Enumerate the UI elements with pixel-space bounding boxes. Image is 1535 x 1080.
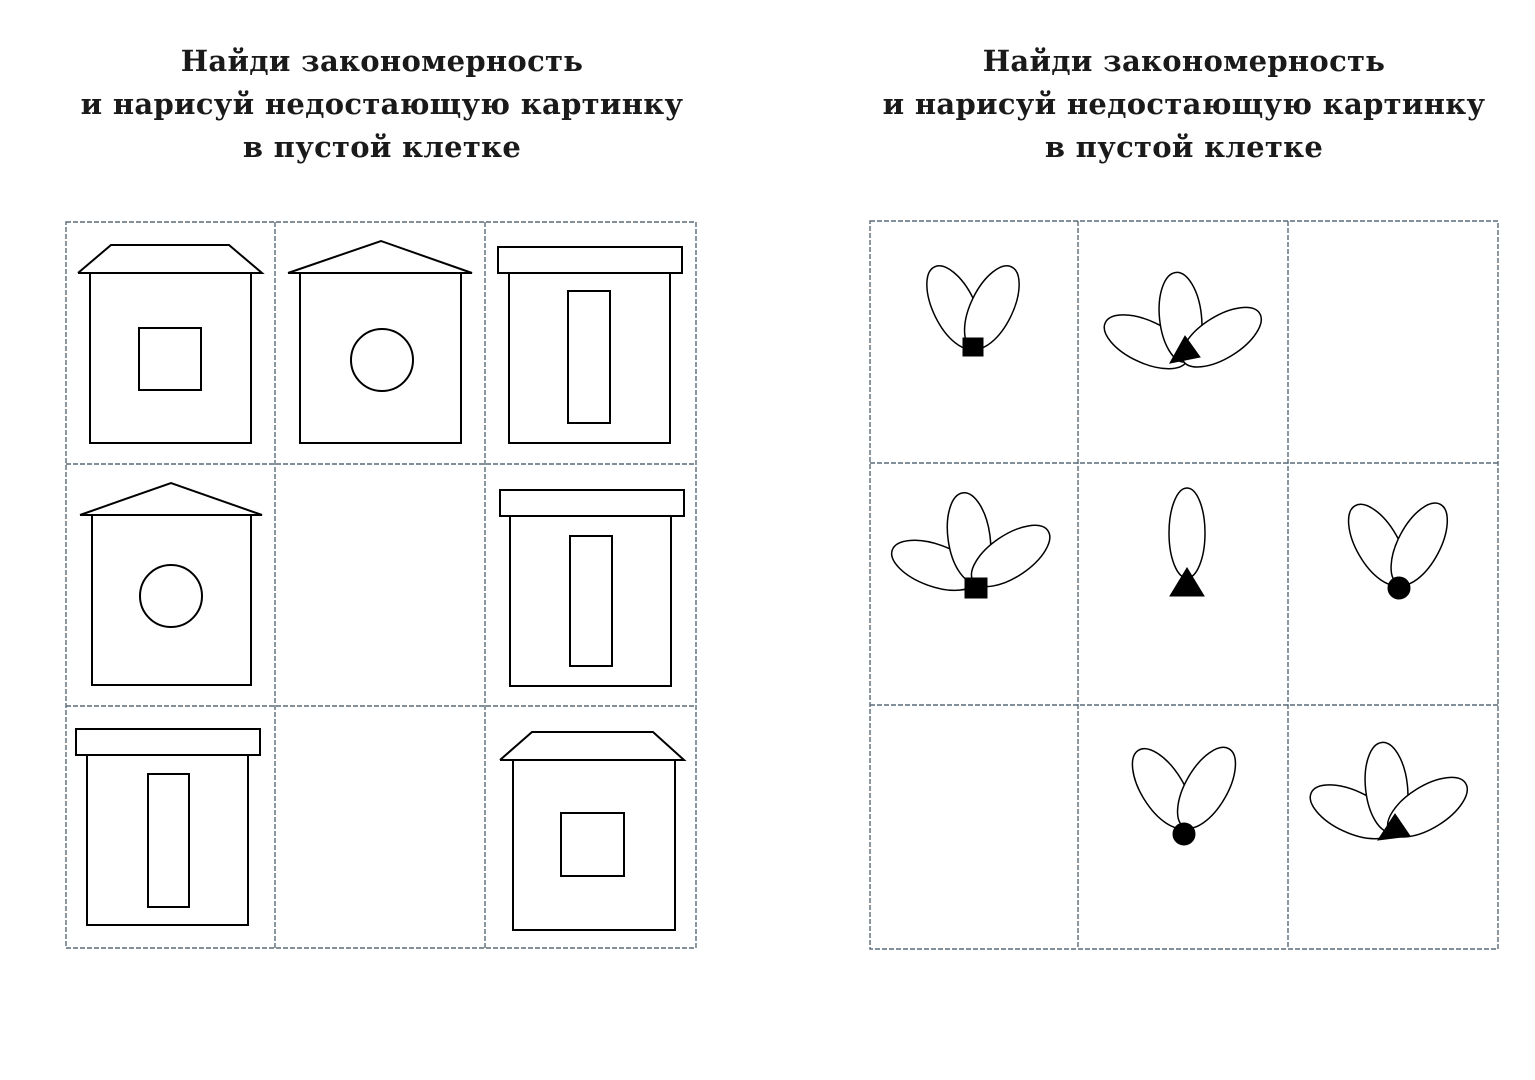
- flower-three-petals-triangle-center: [1096, 270, 1270, 380]
- right-puzzle-title: [834, 40, 1534, 169]
- left-title-line-3: в пустой клетке: [242, 130, 522, 164]
- empty-cell[interactable]: [1289, 222, 1497, 462]
- house-flat-roof-rect-window: [500, 490, 684, 686]
- empty-cell[interactable]: [871, 706, 1077, 948]
- left-title-line-2: и нарисуй недостающую картинку: [80, 87, 684, 121]
- houses-puzzle-grid: [65, 221, 697, 949]
- flower-three-petals-square-center: [885, 490, 1060, 600]
- empty-cell[interactable]: [276, 707, 484, 947]
- left-puzzle-title: [32, 40, 732, 169]
- empty-cell[interactable]: [276, 465, 484, 705]
- flower-three-petals-triangle-center: [1302, 740, 1476, 850]
- house-gable-square-window: [500, 732, 684, 930]
- flowers-puzzle-grid: [869, 220, 1501, 950]
- house-gable-circle-window: [288, 241, 472, 443]
- house-flat-roof-rect-window: [76, 729, 260, 925]
- house-gable-square-window: [78, 245, 262, 443]
- house-flat-roof-rect-window: [498, 247, 682, 443]
- flower-one-petal-triangle-center: [1169, 488, 1205, 596]
- house-gable-circle-window: [80, 483, 262, 685]
- right-title-line-1: Найди закономерность: [982, 44, 1386, 78]
- flower-two-petals-square-center: [916, 258, 1031, 357]
- left-title-line-1: Найди закономерность: [180, 44, 584, 78]
- right-title-line-2: и нарисуй недостающую картинку: [882, 87, 1486, 121]
- flower-two-petals-circle-center: [1337, 494, 1459, 599]
- flower-two-petals-circle-center: [1121, 738, 1248, 845]
- right-title-line-3: в пустой клетке: [1044, 130, 1324, 164]
